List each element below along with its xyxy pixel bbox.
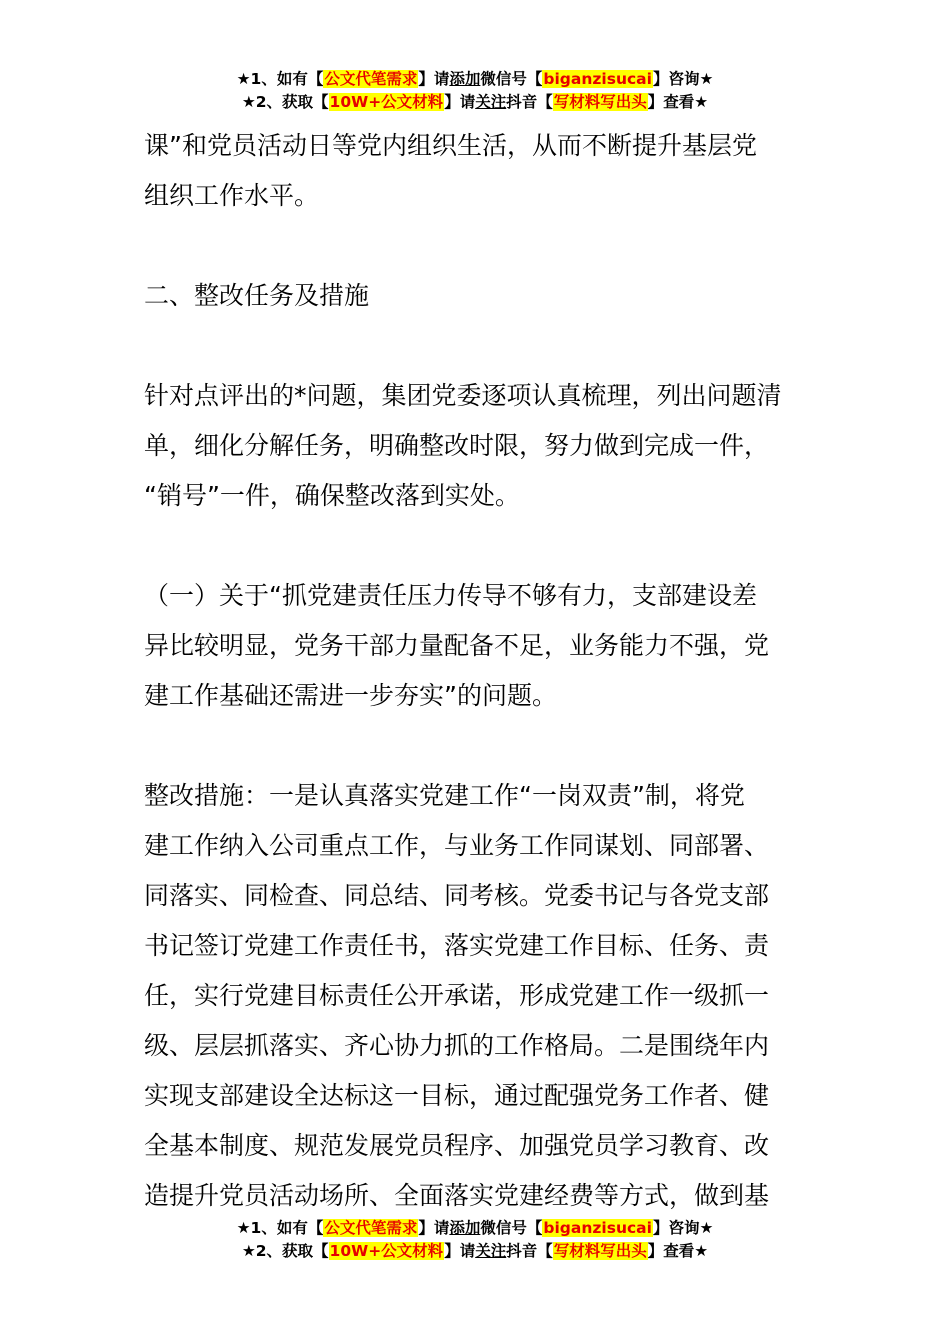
banner-highlight: 10W+公文材料 bbox=[329, 93, 444, 111]
body-line: 单，细化分解任务，明确整改时限，努力做到完成一件， bbox=[144, 431, 770, 460]
body-line: 实现支部建设全达标这一目标，通过配强党务工作者、健 bbox=[144, 1081, 770, 1110]
banner-text: 】咨询★ bbox=[652, 1219, 714, 1237]
top-banner bbox=[0, 68, 950, 114]
banner-line-1 bbox=[0, 1217, 950, 1240]
banner-underline: 关注 bbox=[475, 93, 507, 111]
banner-text: ★2、获取【 bbox=[241, 93, 329, 111]
body-line: 针对点评出的*问题，集团党委逐项认真梳理，列出问题清 bbox=[144, 381, 782, 410]
banner-text: 】请 bbox=[444, 1242, 476, 1260]
body-line: 整改措施：一是认真落实党建工作“一岗双责”制，将党 bbox=[144, 781, 745, 810]
banner-text: 抖音【 bbox=[506, 1242, 553, 1260]
banner-text: 抖音【 bbox=[506, 93, 553, 111]
banner-underline: 添加 bbox=[449, 70, 481, 88]
body-line: 全基本制度、规范发展党员程序、加强党员学习教育、改 bbox=[144, 1131, 770, 1160]
body-line: 级、层层抓落实、齐心协力抓的工作格局。二是围绕年内 bbox=[144, 1031, 770, 1060]
banner-underline: 关注 bbox=[475, 1242, 507, 1260]
body-line: 组织工作水平。 bbox=[144, 181, 320, 210]
banner-text: ★1、如有【 bbox=[236, 70, 324, 88]
banner-text: 】请 bbox=[418, 70, 450, 88]
body-line: 建工作基础还需进一步夯实”的问题。 bbox=[144, 681, 557, 710]
body-line: 课”和党员活动日等党内组织生活，从而不断提升基层党 bbox=[144, 131, 757, 160]
body-line: 造提升党员活动场所、全面落实党建经费等方式，做到基 bbox=[144, 1181, 770, 1210]
section-heading: 二、整改任务及措施 bbox=[144, 281, 370, 310]
body-line: （一）关于“抓党建责任压力传导不够有力，支部建设差 bbox=[144, 581, 757, 610]
banner-text: 微信号【 bbox=[480, 70, 543, 88]
banner-text: ★2、获取【 bbox=[241, 1242, 329, 1260]
body-line: “销号”一件，确保整改落到实处。 bbox=[144, 481, 520, 510]
banner-text: 】查看★ bbox=[647, 93, 709, 111]
body-line: 建工作纳入公司重点工作，与业务工作同谋划、同部署、 bbox=[144, 831, 770, 860]
body-line: 异比较明显，党务干部力量配备不足，业务能力不强，党 bbox=[144, 631, 770, 660]
banner-underline: 添加 bbox=[449, 1219, 481, 1237]
banner-line-2 bbox=[0, 91, 950, 114]
document-body bbox=[144, 121, 808, 1221]
banner-text: 微信号【 bbox=[480, 1219, 543, 1237]
banner-highlight: 写材料写出头 bbox=[553, 1242, 647, 1260]
body-line: 书记签订党建工作责任书，落实党建工作目标、任务、责 bbox=[144, 931, 770, 960]
banner-highlight: biganzisucai bbox=[543, 70, 652, 88]
banner-text: 】咨询★ bbox=[652, 70, 714, 88]
banner-text: ★1、如有【 bbox=[236, 1219, 324, 1237]
banner-highlight: 写材料写出头 bbox=[553, 93, 647, 111]
banner-highlight: 10W+公文材料 bbox=[329, 1242, 444, 1260]
body-line: 同落实、同检查、同总结、同考核。党委书记与各党支部 bbox=[144, 881, 770, 910]
banner-line-2 bbox=[0, 1240, 950, 1263]
bottom-banner bbox=[0, 1217, 950, 1263]
banner-highlight: biganzisucai bbox=[543, 1219, 652, 1237]
banner-text: 】查看★ bbox=[647, 1242, 709, 1260]
banner-line-1 bbox=[0, 68, 950, 91]
banner-text: 】请 bbox=[444, 93, 476, 111]
banner-highlight: 公文代笔需求 bbox=[324, 70, 418, 88]
banner-highlight: 公文代笔需求 bbox=[324, 1219, 418, 1237]
body-line: 任，实行党建目标责任公开承诺，形成党建工作一级抓一 bbox=[144, 981, 770, 1010]
banner-text: 】请 bbox=[418, 1219, 450, 1237]
